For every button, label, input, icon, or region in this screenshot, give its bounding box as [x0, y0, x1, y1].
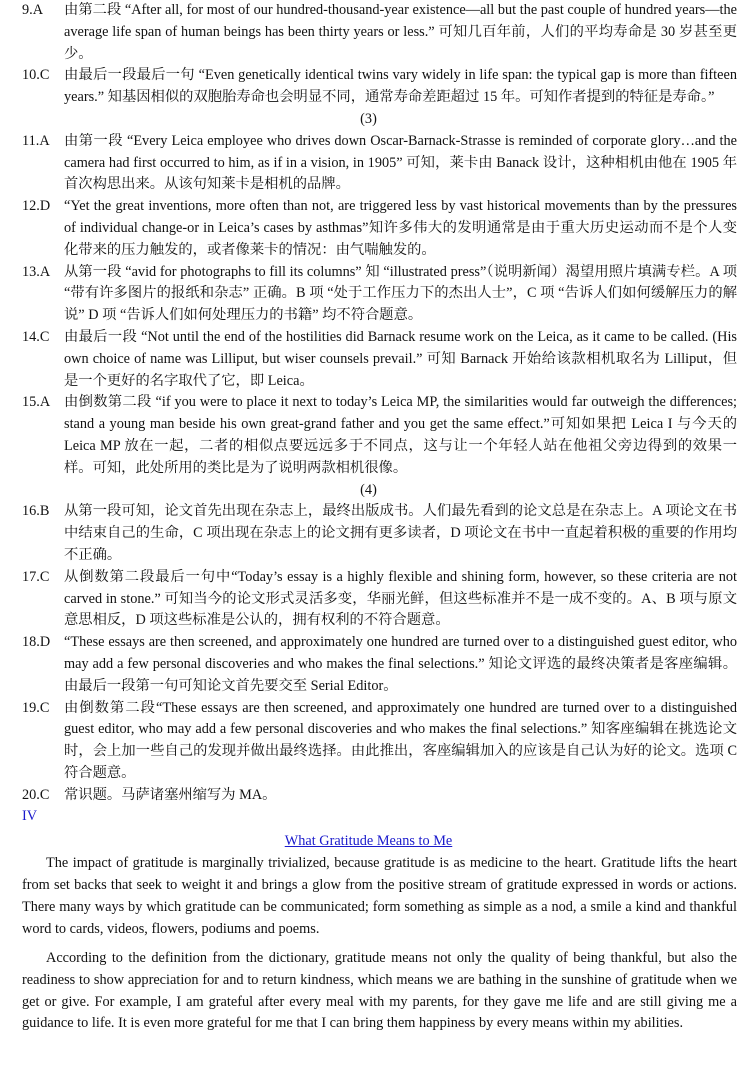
- answer-explanation: 由第二段 “After all, for most of our hundred-thousand-year existence—all but the past couple of hundred years—the average life span of human beings has been thirty years or less.” 可知几百年前，人们的平均寿命是 30 岁甚至更少。: [64, 2, 737, 62]
- answer-item: [0, 196, 737, 261]
- answer-item: [0, 262, 737, 327]
- answer-number: 14.C: [22, 328, 50, 345]
- answer-item: [0, 632, 737, 697]
- answers-group-2: [0, 0, 737, 109]
- answer-item: [0, 131, 737, 196]
- answers-group-3: [0, 131, 737, 480]
- answer-item: [0, 567, 737, 632]
- answer-number: 9.A: [22, 2, 44, 18]
- answer-explanation: 由倒数第二段“These essays are then screened, and approximately one hundred are turned over to a distinguished guest editor, who may add a few personal discoveries and who makes the final selections.” 知客座编辑在挑选论文时，会上加一些自己的发现并做出最终选择。由此推出，客座编辑加入的应该是自己认为好的论文。选项 C 符合题意。: [64, 699, 737, 781]
- answer-number: 17.C: [22, 568, 50, 585]
- answer-number: 16.B: [22, 503, 50, 520]
- essay-paragraph: The impact of gratitude is marginally trivialized, because gratitude is as medicine to the heart. Gratitude lifts the heart from set backs that seek to weight it and brings a glow from the positive stream of gratitude expressed in words or actions. There many ways by which gratitude can be communicated; form something as simple as a nod, a smile a kind and thankful word to cards, videos, flowers, podiums and poems.: [22, 855, 737, 937]
- answer-item: [0, 698, 737, 785]
- answer-item: [0, 65, 737, 109]
- answer-explanation: 由倒数第二段 “if you were to place it next to today’s Leica MP, the similarities would far outweigh the differences; stand a young man beside his own great-grand father and you get the same effect.”可知如果把 Leica I 与今天的 Leica MP 放在一起，二者的相似点要远远多于不同点，这与让一个年轻人站在他祖父旁边得到的效果一样。可知，此处所用的类比是为了说明两款相机很像。: [64, 394, 737, 476]
- answer-item: [0, 501, 737, 566]
- answer-item: [0, 392, 737, 479]
- answer-item: [0, 327, 737, 392]
- answer-number: 12.D: [22, 198, 51, 215]
- section-iv-label: IV: [22, 808, 38, 825]
- answer-explanation: 常识题。马萨诸塞州缩写为 MA。: [64, 786, 277, 803]
- answer-explanation: 从第一段可知，论文首先出现在杂志上，最终出版成书。人们最先看到的论文总是在杂志上。A 项论文在书中结束自己的生命，C 项出现在杂志上的论文拥有更多读者，D 项论文在书中一直起着积极的重要的作用均不正确。: [64, 503, 737, 563]
- answer-number: 10.C: [22, 67, 50, 84]
- answer-number: 13.A: [22, 263, 51, 280]
- part-3-label: (3): [360, 110, 377, 127]
- answers-group-4: [0, 501, 737, 806]
- essay-paragraph: According to the definition from the dictionary, gratitude means not only the quality of being thankful, but also the readiness to show appreciation for and to return kindness, which means we are bathing in the sunshine of gratitude when we get or give. For example, I am grateful after every meal with my parents, for they gave me life and are still giving me a guidance to life. It is even more grateful for me that I can bring them happiness by every means within my abilities.: [22, 949, 737, 1032]
- answer-explanation: 由最后一段 “Not until the end of the hostilities did Barnack resume work on the Leica, as it came to be called. (His own choice of name was Lilliput, but wiser counsels prevail.” 可知 Barnack 开始给该款相机取名为 Lilliput，但是一个更好的名字取代了它，即 Leica。: [64, 328, 737, 389]
- answer-number: 15.A: [22, 394, 51, 411]
- answer-number: 11.A: [22, 132, 50, 149]
- part-4-label: (4): [360, 481, 377, 498]
- answer-explanation: 从第一段 “avid for photographs to fill its columns” 知 “illustrated press”（说明新闻）渴望用照片填满专栏。A 项 “带有许多图片的报纸和杂志” 正确。B 项 “处于工作压力下的杰出人士”，C 项 “告诉人们如何缓解压力的解说” D 项 “告诉人们如何处理压力的书籍” 均不符合题意。: [64, 263, 737, 324]
- answer-explanation: 从倒数第二段最后一句中“Today’s essay is a highly flexible and shining form, however, so these criteria are not carved in stone.” 可知当今的论文形式灵活多变，华丽光鲜，但这些标准并不是一成不变的。A、B 项与原文意思相反，D 项这些标准是公认的，拥有权利的不符合题意。: [64, 568, 737, 629]
- answer-explanation: “These essays are then screened, and approximately one hundred are turned over to a distinguished guest editor, who may add a few personal discoveries and who makes the final selections.” 知论文评选的最终决策者是客座编辑。由最后一段第一句可知论文首先要交至 Serial Editor。: [64, 634, 737, 694]
- answer-number: 20.C: [22, 786, 50, 803]
- answer-number: 18.D: [22, 634, 51, 651]
- answer-item: [0, 0, 737, 65]
- answer-item: [0, 785, 737, 807]
- answer-number: 19.C: [22, 699, 50, 716]
- essay-title[interactable]: What Gratitude Means to Me: [284, 833, 453, 850]
- answer-explanation: 由最后一段最后一句 “Even genetically identical twins vary widely in life span: the typical gap is more than fifteen years.” 知基因相似的双胞胎寿命也会明显不同，通常寿命差距超过 15 年。可知作者提到的特征是寿命。”: [64, 67, 737, 106]
- answer-explanation: 由第一段 “Every Leica employee who drives down Oscar-Barnack-Strasse is reminded of corporate glory…and the camera had first occurred to him, as if in a vision, in 1905” 可知，莱卡由 Banack 设计，这种相机由他在 1905 年首次构思出来。从该句知莱卡是相机的品牌。: [64, 132, 737, 193]
- sample-essay: [0, 831, 737, 1035]
- answer-explanation: “Yet the great inventions, more often than not, are triggered less by vast historical movements than by the pressures of individual change-or in Leica’s cases by asthmas”知许多伟大的发明通常是由于重大历史运动而不是个人变化带来的压力触发的，或者像莱卡的情况：由气喘触发的。: [64, 198, 737, 258]
